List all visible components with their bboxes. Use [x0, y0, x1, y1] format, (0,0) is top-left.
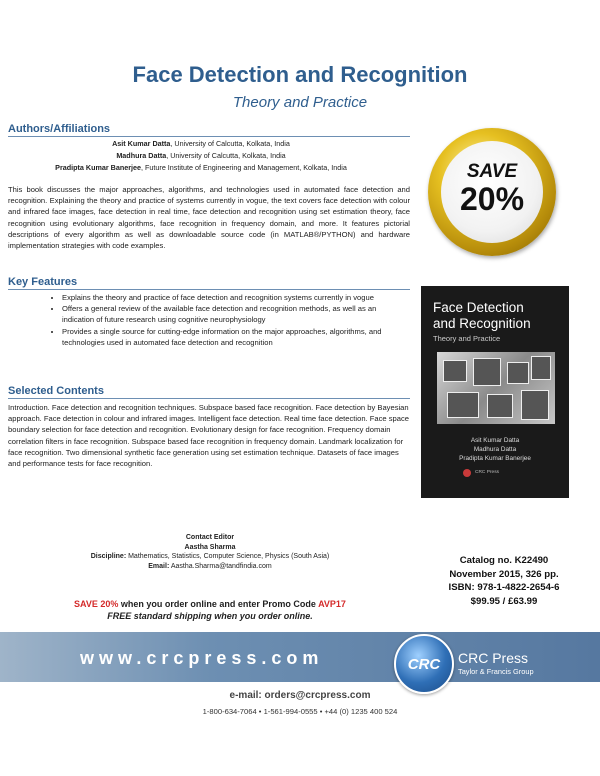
selected-contents-heading: Selected Contents: [8, 385, 410, 399]
promo-code: AVP17: [318, 599, 346, 609]
badge-percent-text: 20%: [459, 181, 525, 217]
order-phones: 1-800-634-7064 • 1-561-994-0555 • +44 (0) 1235 400 524: [202, 707, 398, 716]
author-line: Madhura Datta, University of Calcutta, Kolkata, India: [116, 151, 286, 160]
authors-heading: Authors/Affiliations: [8, 123, 410, 137]
contact-email[interactable]: Email: Aastha.Sharma@tandfindia.com: [148, 562, 272, 570]
contact-label: Contact Editor: [185, 534, 235, 541]
badge-save-text: SAVE: [466, 161, 518, 182]
crc-logo-icon: CRC: [394, 634, 454, 694]
catalog-isbn: ISBN: 978-1-4822-2654-6: [448, 582, 560, 593]
promo-line: SAVE 20% when you order online and enter Promo Code AVP17: [74, 599, 346, 609]
website-link[interactable]: www.crcpress.com: [80, 648, 324, 668]
catalog-info: [408, 554, 600, 608]
list-item: • Offers a general review of the available face detection and recognition methods, as well as an indication of future research using cognitive neurophysiology: [62, 303, 410, 325]
key-features-list: [8, 292, 410, 348]
catalog-number: Catalog no. K22490: [459, 555, 549, 566]
author-line: Pradipta Kumar Banerjee, Future Institute of Engineering and Management, Kolkata, India: [55, 163, 347, 172]
crc-press-icon: [463, 469, 471, 477]
book-cover-image: [421, 286, 569, 498]
cover-title: Face Detection and Recognition: [433, 300, 531, 331]
contact-discipline: Discipline: Mathematics, Statistics, Computer Science, Physics (South Asia): [90, 553, 330, 561]
contact-block: [0, 533, 420, 571]
cover-artwork: [437, 352, 555, 424]
cover-publisher: CRC Press: [475, 470, 499, 475]
order-email[interactable]: e-mail: orders@crcpress.com: [229, 690, 371, 701]
list-item: • Provides a single source for cutting-edge information on the major approaches, algorithms, and technologies used in automated face detection and recognition: [62, 326, 410, 348]
list-item: • Explains the theory and practice of face detection and recognition systems currently in vogue: [62, 292, 410, 303]
publisher-group: Taylor & Francis Group: [458, 667, 534, 676]
book-description: This book discusses the major approaches, algorithms, and technologies used in automated face detection and recognition. Explaining the theory and practice of systems currently in vogue, the text covers face detection with colour and infrared face images, face detection in real time, face detection and recognition using set estimation theory, face recognition using evolutionary algorithms, face recognition in frequency domain, and more. It features pictorial descriptions of every algorithm as well as downloadable source code (in MATLAB®/PYTHON) and hardware implementation strategies with code examples.: [8, 185, 410, 251]
cover-subtitle: Theory and Practice: [433, 334, 501, 343]
page-subtitle: Theory and Practice: [232, 94, 368, 111]
promo-shipping: FREE standard shipping when you order online.: [107, 611, 313, 621]
cover-authors: Asit Kumar Datta Madhura Datta Pradipta Kumar Banerjee: [459, 437, 531, 462]
page-title: Face Detection and Recognition: [132, 62, 468, 87]
authors-list: [0, 138, 402, 174]
contact-name: Aastha Sharma: [184, 543, 236, 551]
catalog-date-pages: November 2015, 326 pp.: [449, 568, 559, 580]
catalog-price: $99.95 / £63.99: [470, 595, 538, 607]
key-features-heading: Key Features: [8, 276, 410, 290]
publisher-name: CRC Press: [458, 650, 529, 666]
selected-contents-text: Introduction. Face detection and recognition techniques. Subspace based face recognition. Face detection by Bayesian approach. Face detection in colour and infrared images. Intelligent face detection. Real time face detection. Face space boundary selection for face detection and recognition. Evolutionary design for face recognition. Frequency domain correlation filters in face recognition. Subspace based face recognition in frequency domain. Landmark localization for face recognition. Two dimensional synthetic face generation using set estimation technique. Datasets of face images and performance tests for face recognition.: [8, 403, 410, 469]
author-line: Asit Kumar Datta, University of Calcutta, Kolkata, India: [112, 139, 290, 148]
promo-block: [0, 598, 420, 622]
